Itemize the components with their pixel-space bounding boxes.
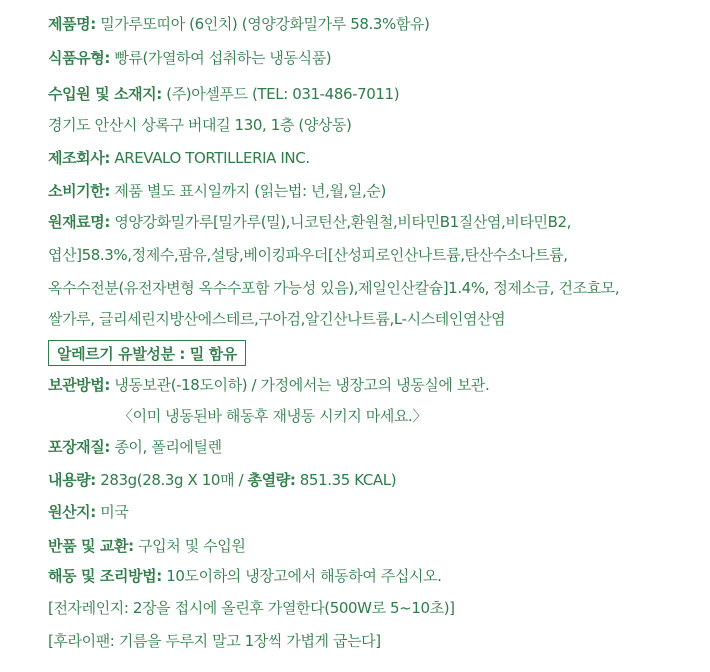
importer-value: (주)아셀푸드 (TEL: 031-486-7011) bbox=[161, 85, 400, 103]
origin-row bbox=[48, 502, 128, 522]
storage-value: 냉동보관(-18도이하) / 가정에서는 냉장고의 냉동실에 보관. bbox=[109, 376, 490, 394]
returns-row bbox=[48, 536, 245, 556]
ingredients-row-1 bbox=[48, 212, 571, 232]
returns-value: 구입처 및 수입원 bbox=[133, 537, 246, 555]
ingredients-row-2 bbox=[48, 245, 568, 265]
ingredients-row-4 bbox=[48, 309, 505, 329]
calories-value: 851.35 KCAL) bbox=[295, 471, 397, 489]
expiry-value: 제품 별도 표시일까지 (읽는법: 년,월,일,순) bbox=[109, 182, 386, 200]
product-name-key: 제품명: bbox=[48, 15, 96, 33]
ingredients-line-4: 쌀가루, 글리세린지방산에스테르,구아검,알긴산나트륨,L-시스테인염산염 bbox=[48, 310, 506, 328]
ingredients-line-3: 옥수수전분(유전자변형 옥수수포함 가능성 있음),제일인산칼슘]1.4%, 정제소금, 건조효모, bbox=[48, 279, 620, 297]
manufacturer-row bbox=[48, 148, 310, 168]
microwave-instruction: [전자레인지: 2장을 접시에 올린후 가열한다(500W로 5~10초)] bbox=[48, 599, 455, 617]
storage-row bbox=[48, 375, 489, 395]
manufacturer-key: 제조회사: bbox=[48, 149, 110, 167]
food-type-key: 식품유형: bbox=[48, 49, 110, 67]
storage-note: 〈이미 냉동된바 해동후 재냉동 시키지 마세요.〉 bbox=[118, 407, 428, 425]
cooking-row bbox=[48, 566, 442, 586]
packaging-row bbox=[48, 437, 222, 457]
storage-key: 보관방법: bbox=[48, 376, 110, 394]
ingredients-line-2: 엽산]58.3%,정제수,팜유,설탕,베이킹파우더[산성피로인산나트륨,탄산수소나트륨, bbox=[48, 246, 568, 264]
expiry-key: 소비기한: bbox=[48, 182, 110, 200]
storage-note-row bbox=[118, 406, 427, 426]
contents-value: 283g(28.3g X 10매 / bbox=[95, 471, 248, 489]
importer-key: 수입원 및 소재지: bbox=[48, 85, 162, 103]
product-name-value: 밀가루또띠아 (6인치) (영양강화밀가루 58.3%함유) bbox=[95, 15, 430, 33]
address-row bbox=[48, 115, 352, 135]
packaging-value: 종이, 폴리에틸렌 bbox=[109, 438, 222, 456]
returns-key: 반품 및 교환: bbox=[48, 537, 134, 555]
contents-key: 내용량: bbox=[48, 471, 96, 489]
fryingpan-instruction: [후라이팬: 기름을 두루지 말고 1장씩 가볍게 굽는다] bbox=[48, 632, 381, 650]
cooking-key: 해동 및 조리방법: bbox=[48, 567, 162, 585]
expiry-row bbox=[48, 181, 386, 201]
cooking-value: 10도이하의 냉장고에서 해동하여 주십시오. bbox=[161, 567, 442, 585]
fryingpan-row bbox=[48, 631, 381, 651]
ingredients-row-3 bbox=[48, 278, 619, 298]
importer-row bbox=[48, 84, 399, 104]
address-value: 경기도 안산시 상록구 버대길 130, 1층 (양상동) bbox=[48, 116, 352, 134]
ingredients-key: 원재료명: bbox=[48, 213, 110, 231]
microwave-row bbox=[48, 598, 455, 618]
contents-row bbox=[48, 470, 396, 490]
ingredients-line-1: 영양강화밀가루[밀가루(밀),니코틴산,환원철,비타민B1질산염,비타민B2, bbox=[109, 213, 572, 231]
allergy-notice: 알레르기 유발성분 : 밀 함유 bbox=[48, 340, 246, 366]
origin-key: 원산지: bbox=[48, 503, 96, 521]
product-name-row bbox=[48, 14, 429, 34]
calories-key: 총열량: bbox=[247, 471, 296, 489]
packaging-key: 포장재질: bbox=[48, 438, 110, 456]
manufacturer-value: AREVALO TORTILLERIA INC. bbox=[109, 149, 310, 167]
food-type-row bbox=[48, 48, 331, 68]
origin-value: 미국 bbox=[95, 503, 129, 521]
food-type-value: 빵류(가열하여 섭취하는 냉동식품) bbox=[109, 49, 332, 67]
